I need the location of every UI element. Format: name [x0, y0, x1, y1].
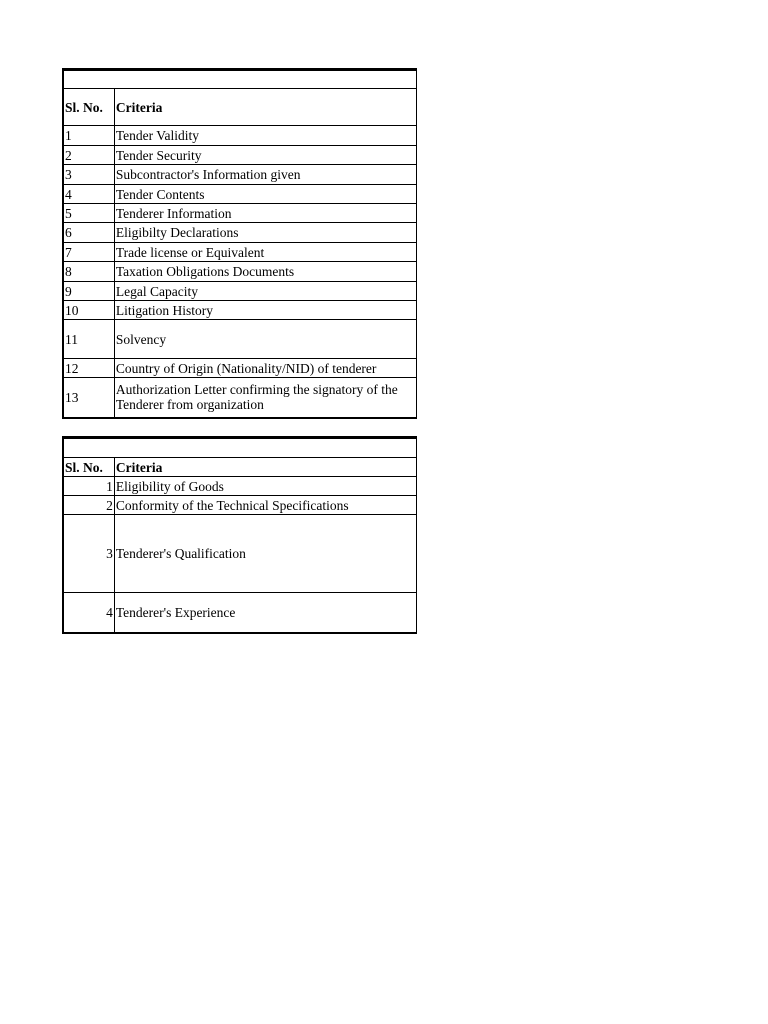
- criteria-cell: Litigation History: [114, 301, 416, 320]
- sl-no-cell: 8: [63, 262, 114, 282]
- table-header-row: [63, 89, 417, 126]
- sl-no-cell: 3: [63, 515, 114, 593]
- table-row: [63, 515, 417, 593]
- table-header-row: [63, 458, 417, 477]
- table-row: [63, 593, 417, 633]
- sl-no-cell: 2: [63, 496, 114, 515]
- sl-no-cell: 11: [63, 320, 114, 359]
- technical-criteria-table: [62, 436, 417, 634]
- table-row: [63, 301, 417, 320]
- sl-no-cell: 2: [63, 146, 114, 165]
- table-title-cell: [63, 438, 417, 458]
- table-row: [63, 378, 417, 418]
- table-row: [63, 496, 417, 515]
- sl-no-cell: 12: [63, 359, 114, 378]
- criteria-cell: Tenderer's Qualification: [114, 515, 416, 593]
- sl-no-cell: 13: [63, 378, 114, 418]
- table-row: [63, 243, 417, 262]
- table-row: [63, 282, 417, 301]
- table-row: [63, 477, 417, 496]
- sl-no-cell: 1: [63, 126, 114, 146]
- criteria-cell: Solvency: [114, 320, 416, 359]
- criteria-cell: Legal Capacity: [114, 282, 416, 301]
- sl-no-cell: 4: [63, 593, 114, 633]
- sl-no-cell: 3: [63, 165, 114, 185]
- criteria-cell: Taxation Obligations Documents: [114, 262, 416, 282]
- table-row: [63, 204, 417, 223]
- table-row: [63, 223, 417, 243]
- table-row: [63, 185, 417, 204]
- criteria-cell: Country of Origin (Nationality/NID) of tenderer: [114, 359, 416, 378]
- table-row: [63, 126, 417, 146]
- criteria-cell: Subcontractor's Information given: [114, 165, 416, 185]
- table-row: [63, 320, 417, 359]
- criteria-cell: Eligibilty Declarations: [114, 223, 416, 243]
- table-row: [63, 359, 417, 378]
- table-title-band: [63, 438, 417, 458]
- table-row: [63, 262, 417, 282]
- column-header-sl-no: Sl. No.: [63, 89, 114, 126]
- criteria-cell: Trade license or Equivalent: [114, 243, 416, 262]
- criteria-cell: Tender Contents: [114, 185, 416, 204]
- column-header-criteria: Criteria: [114, 89, 416, 126]
- preliminary-criteria-table: [62, 68, 417, 419]
- sl-no-cell: 7: [63, 243, 114, 262]
- table-title-band: [63, 70, 417, 89]
- sl-no-cell: 4: [63, 185, 114, 204]
- criteria-cell: Tenderer's Experience: [114, 593, 416, 633]
- criteria-cell: Tenderer Information: [114, 204, 416, 223]
- table-title-cell: [63, 70, 417, 89]
- column-header-criteria: Criteria: [114, 458, 416, 477]
- criteria-cell: Conformity of the Technical Specifications: [114, 496, 416, 515]
- criteria-cell: Authorization Letter confirming the signatory of the Tenderer from organization: [114, 378, 416, 418]
- criteria-cell: Tender Validity: [114, 126, 416, 146]
- criteria-cell: Eligibility of Goods: [114, 477, 416, 496]
- sl-no-cell: 6: [63, 223, 114, 243]
- sl-no-cell: 9: [63, 282, 114, 301]
- sl-no-cell: 10: [63, 301, 114, 320]
- column-header-sl-no: Sl. No.: [63, 458, 114, 477]
- table-row: [63, 165, 417, 185]
- table-row: [63, 146, 417, 165]
- sl-no-cell: 5: [63, 204, 114, 223]
- sl-no-cell: 1: [63, 477, 114, 496]
- criteria-cell: Tender Security: [114, 146, 416, 165]
